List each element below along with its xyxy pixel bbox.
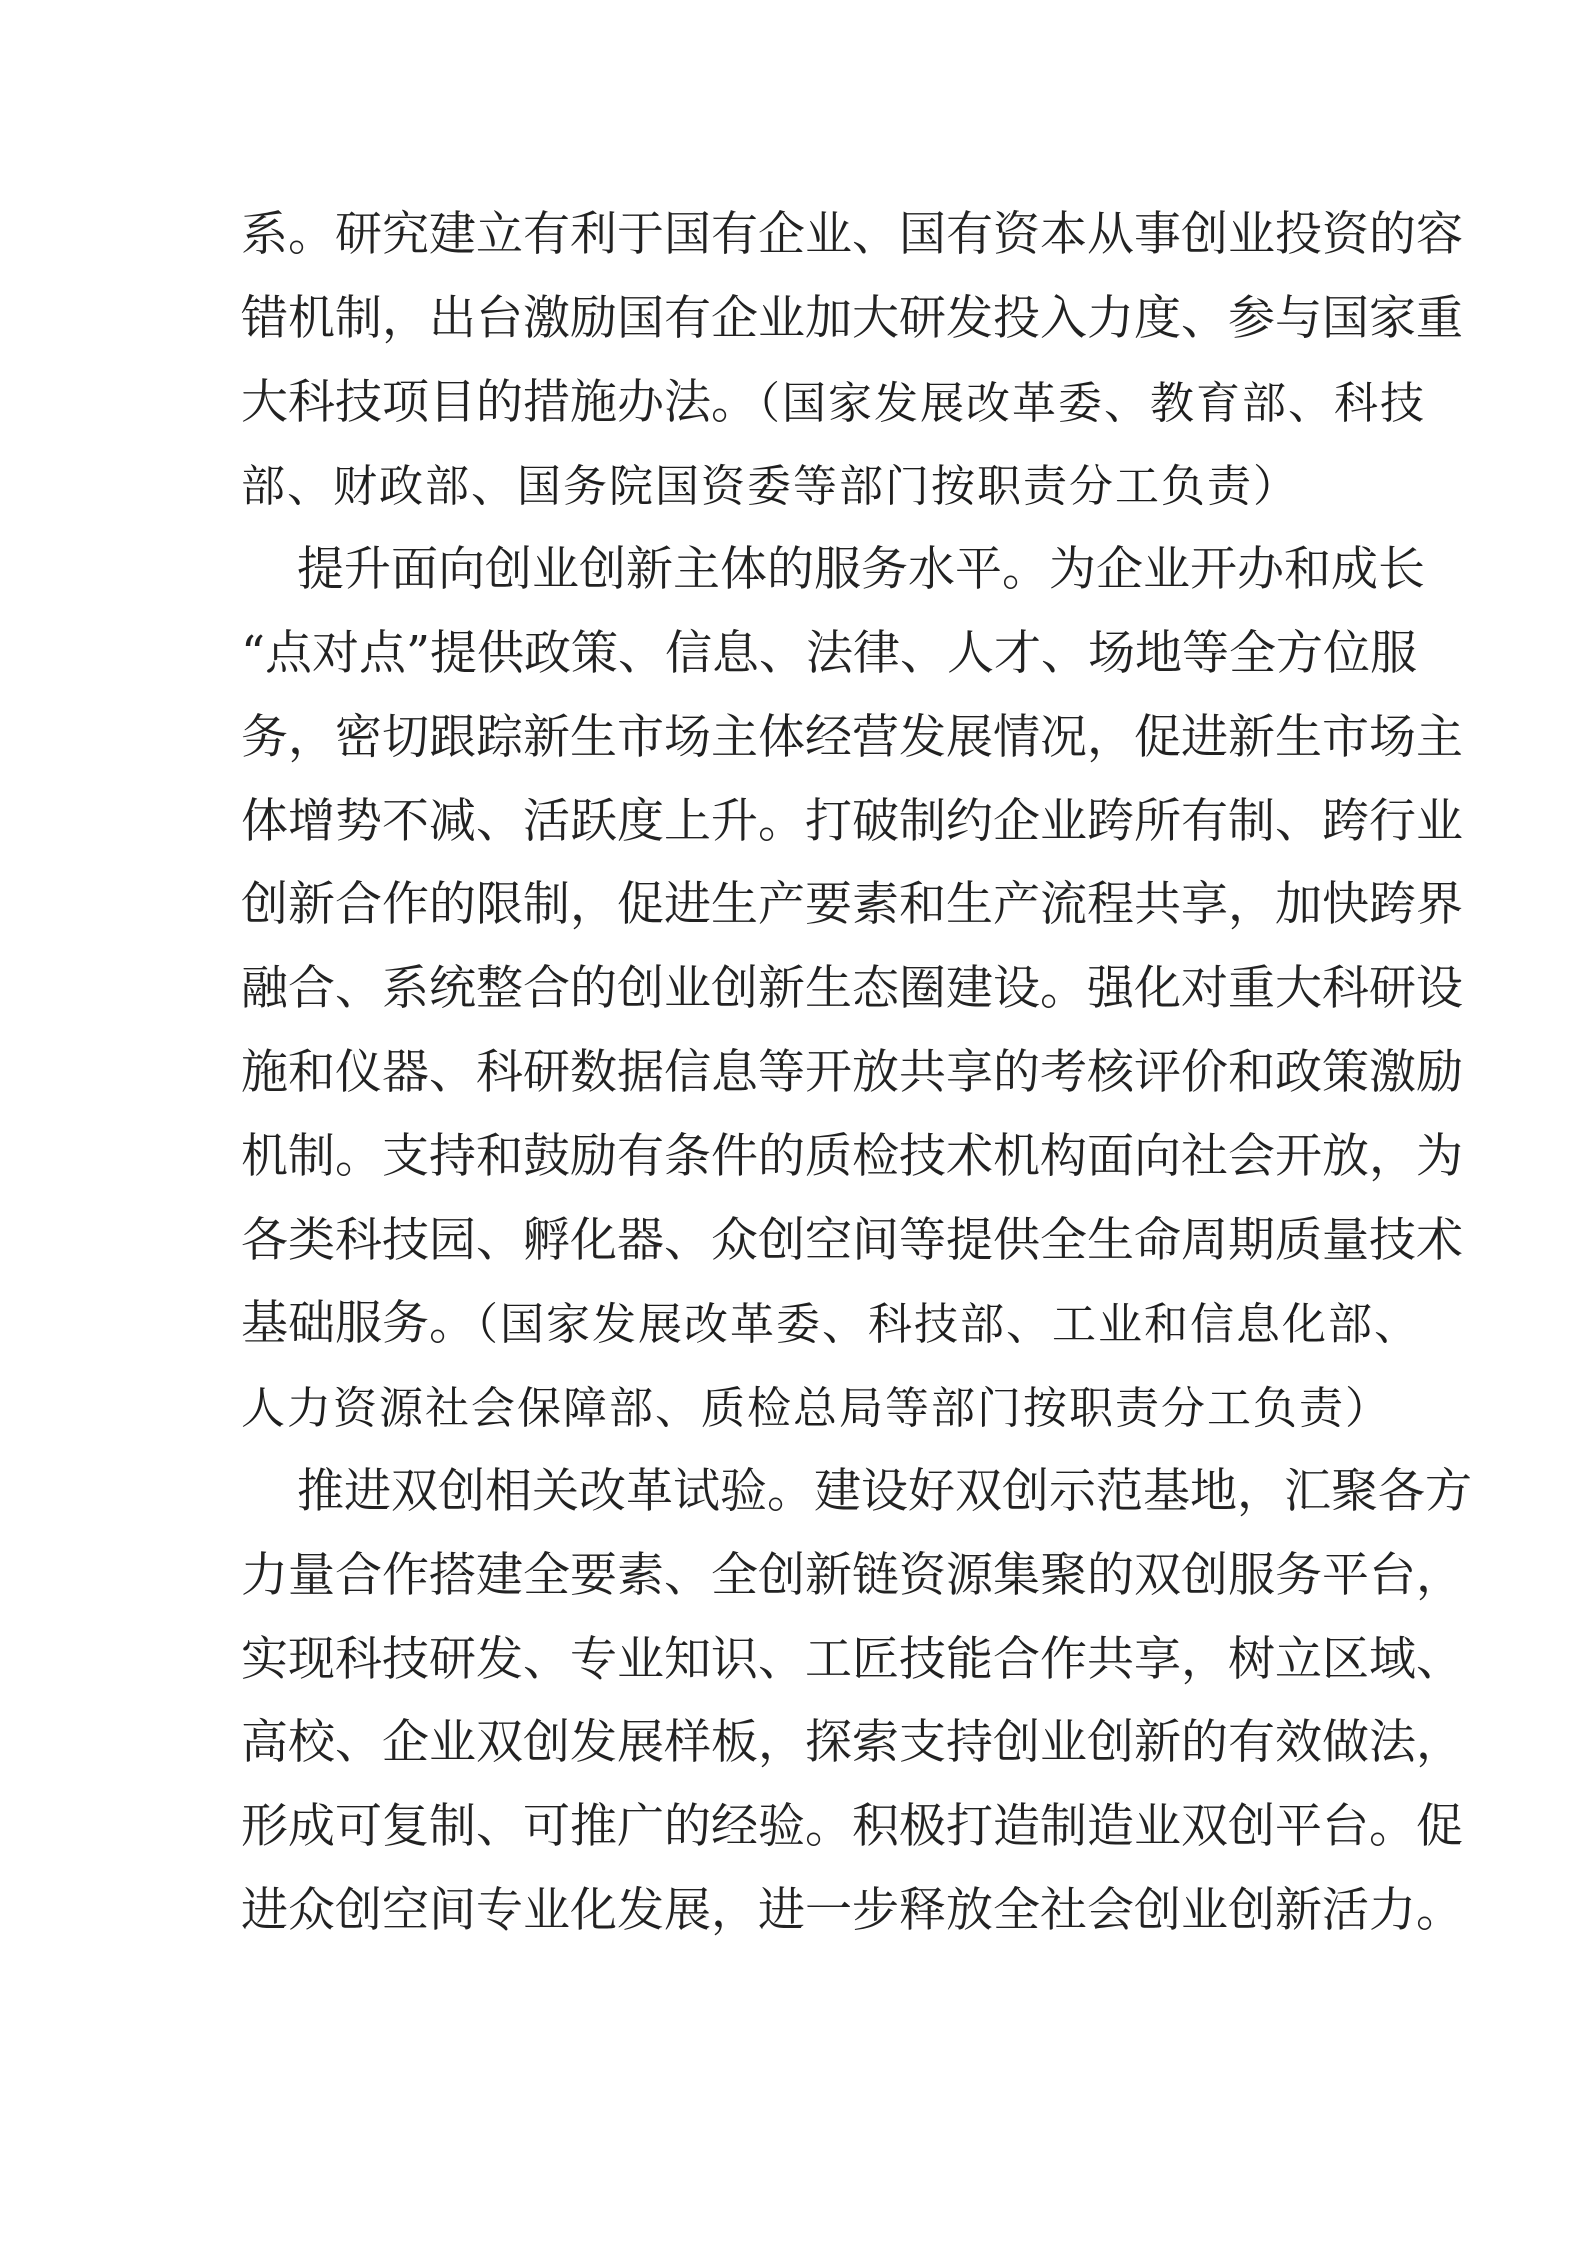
text-line <box>241 1282 1420 1366</box>
text-line <box>241 1869 1463 1953</box>
text-line <box>241 1785 1463 1869</box>
body-text: 体增势不减、活跃度上升。打破制约企业跨所有制、跨行业 <box>241 793 1463 849</box>
responsibility-note: （国家发展改革委、科技部、工业和信息化部、 <box>476 1299 1420 1351</box>
body-text: 高校、企业双创发展样板，探索支持创业创新的有效做法， <box>241 1715 1463 1771</box>
text-line <box>241 1199 1463 1283</box>
body-text: 机制。支持和鼓励有条件的质检技术机构面向社会开放，为 <box>241 1128 1463 1184</box>
body-text: 务，密切跟踪新生市场主体经营发展情况，促进新生市场主 <box>241 709 1463 765</box>
text-line <box>241 1618 1463 1702</box>
text-line <box>241 612 1418 696</box>
text-line <box>241 1701 1463 1785</box>
body-text: 形成可复制、可推广的经验。积极打造制造业双创平台。促 <box>241 1799 1463 1855</box>
body-text: 推进双创相关改革试验。建设好双创示范基地，汇聚各方 <box>297 1463 1472 1519</box>
body-text: 系。研究建立有利于国有企业、国有资本从事创业投资的容 <box>241 207 1463 262</box>
body-text: 错机制，出台激励国有企业加大研发投入力度、参与国家重 <box>241 290 1463 346</box>
text-line <box>241 193 1463 277</box>
responsibility-note: （国家发展改革委、教育部、科技 <box>758 377 1426 429</box>
text-line <box>241 696 1463 780</box>
body-text: 提升面向创业创新主体的服务水平。为企业开办和成长 <box>297 542 1425 598</box>
paragraph <box>241 528 1463 1450</box>
body-text: 进众创空间专业化发展，进一步释放全社会创业创新活力。 <box>241 1882 1463 1938</box>
text-line <box>241 1115 1463 1199</box>
body-text: “点对点”提供政策、信息、法律、人才、场地等全方位服 <box>241 625 1418 681</box>
text-line <box>241 780 1463 864</box>
text-line <box>241 277 1463 361</box>
responsibility-note: 部、财政部、国务院国资委等部门按职责分工负责） <box>241 461 1299 513</box>
body-text: 基础服务。 <box>241 1296 476 1352</box>
body-text: 力量合作搭建全要素、全创新链资源集聚的双创服务平台， <box>241 1547 1463 1603</box>
paragraph <box>241 1450 1472 1953</box>
text-line <box>241 444 1355 528</box>
body-text: 实现科技研发、专业知识、工匠技能合作共享，树立区域、 <box>241 1631 1463 1687</box>
text-line <box>241 1031 1463 1115</box>
text-line <box>241 361 1426 445</box>
body-text: 大科技项目的措施办法。 <box>241 374 758 430</box>
body-text: 融合、系统整合的创业创新生态圈建设。强化对重大科研设 <box>241 961 1463 1017</box>
text-line <box>241 1450 1472 1534</box>
text-line <box>241 1366 1391 1450</box>
body-text: 各类科技园、孵化器、众创空间等提供全生命周期质量技术 <box>241 1212 1463 1268</box>
body-text: 施和仪器、科研数据信息等开放共享的考核评价和政策激励 <box>241 1044 1463 1100</box>
text-line <box>241 528 1425 612</box>
text-line <box>241 947 1463 1031</box>
text-line <box>241 863 1463 947</box>
body-text: 创新合作的限制，促进生产要素和生产流程共享，加快跨界 <box>241 877 1463 933</box>
text-line <box>241 1534 1463 1618</box>
responsibility-note: 人力资源社会保障部、质检总局等部门按职责分工负责） <box>241 1383 1391 1435</box>
document-body <box>241 193 1472 1953</box>
paragraph <box>241 193 1463 528</box>
